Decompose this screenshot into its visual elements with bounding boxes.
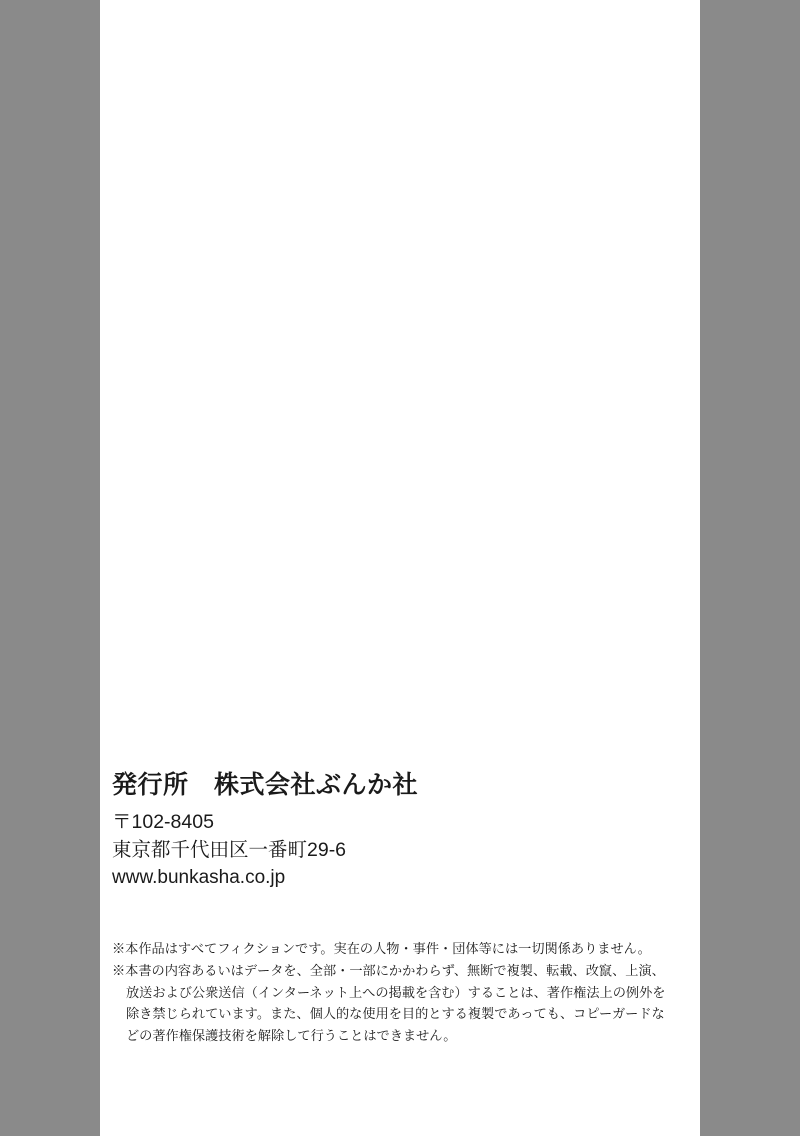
publisher-url: www.bunkasha.co.jp <box>112 866 286 888</box>
publisher-name: 発行所 株式会社ぶんか社 <box>112 771 419 799</box>
postal-code: 〒102-8405 <box>112 811 214 834</box>
copyright-notice-line-3: 除き禁じられています。また、個人的な使用を目的とする複製であっても、コピーガードな <box>126 1006 665 1022</box>
copyright-notice-line-2: 放送および公衆送信（インターネット上への掲載を含む）することは、著作権法上の例外を <box>126 984 666 1000</box>
colophon-block <box>112 770 688 892</box>
street-address: 東京都千代田区一番町29-6 <box>112 838 347 861</box>
copyright-notice-line-4: どの著作権保護技術を解除して行うことはできません。 <box>126 1027 457 1043</box>
publisher-address-block <box>112 809 688 891</box>
legal-notices-block <box>112 938 692 1047</box>
fiction-disclaimer-text: ※本作品はすべてフィクションです。実在の人物・事件・団体等には一切関係ありません。 <box>112 941 651 956</box>
fiction-disclaimer <box>112 938 692 959</box>
copyright-notice-line-1: ※本書の内容あるいはデータを、全部・一部にかかわらず、無断で複製、転載、改竄、上演、 <box>112 963 665 979</box>
copyright-notice <box>112 960 692 1046</box>
book-page <box>100 0 700 1136</box>
